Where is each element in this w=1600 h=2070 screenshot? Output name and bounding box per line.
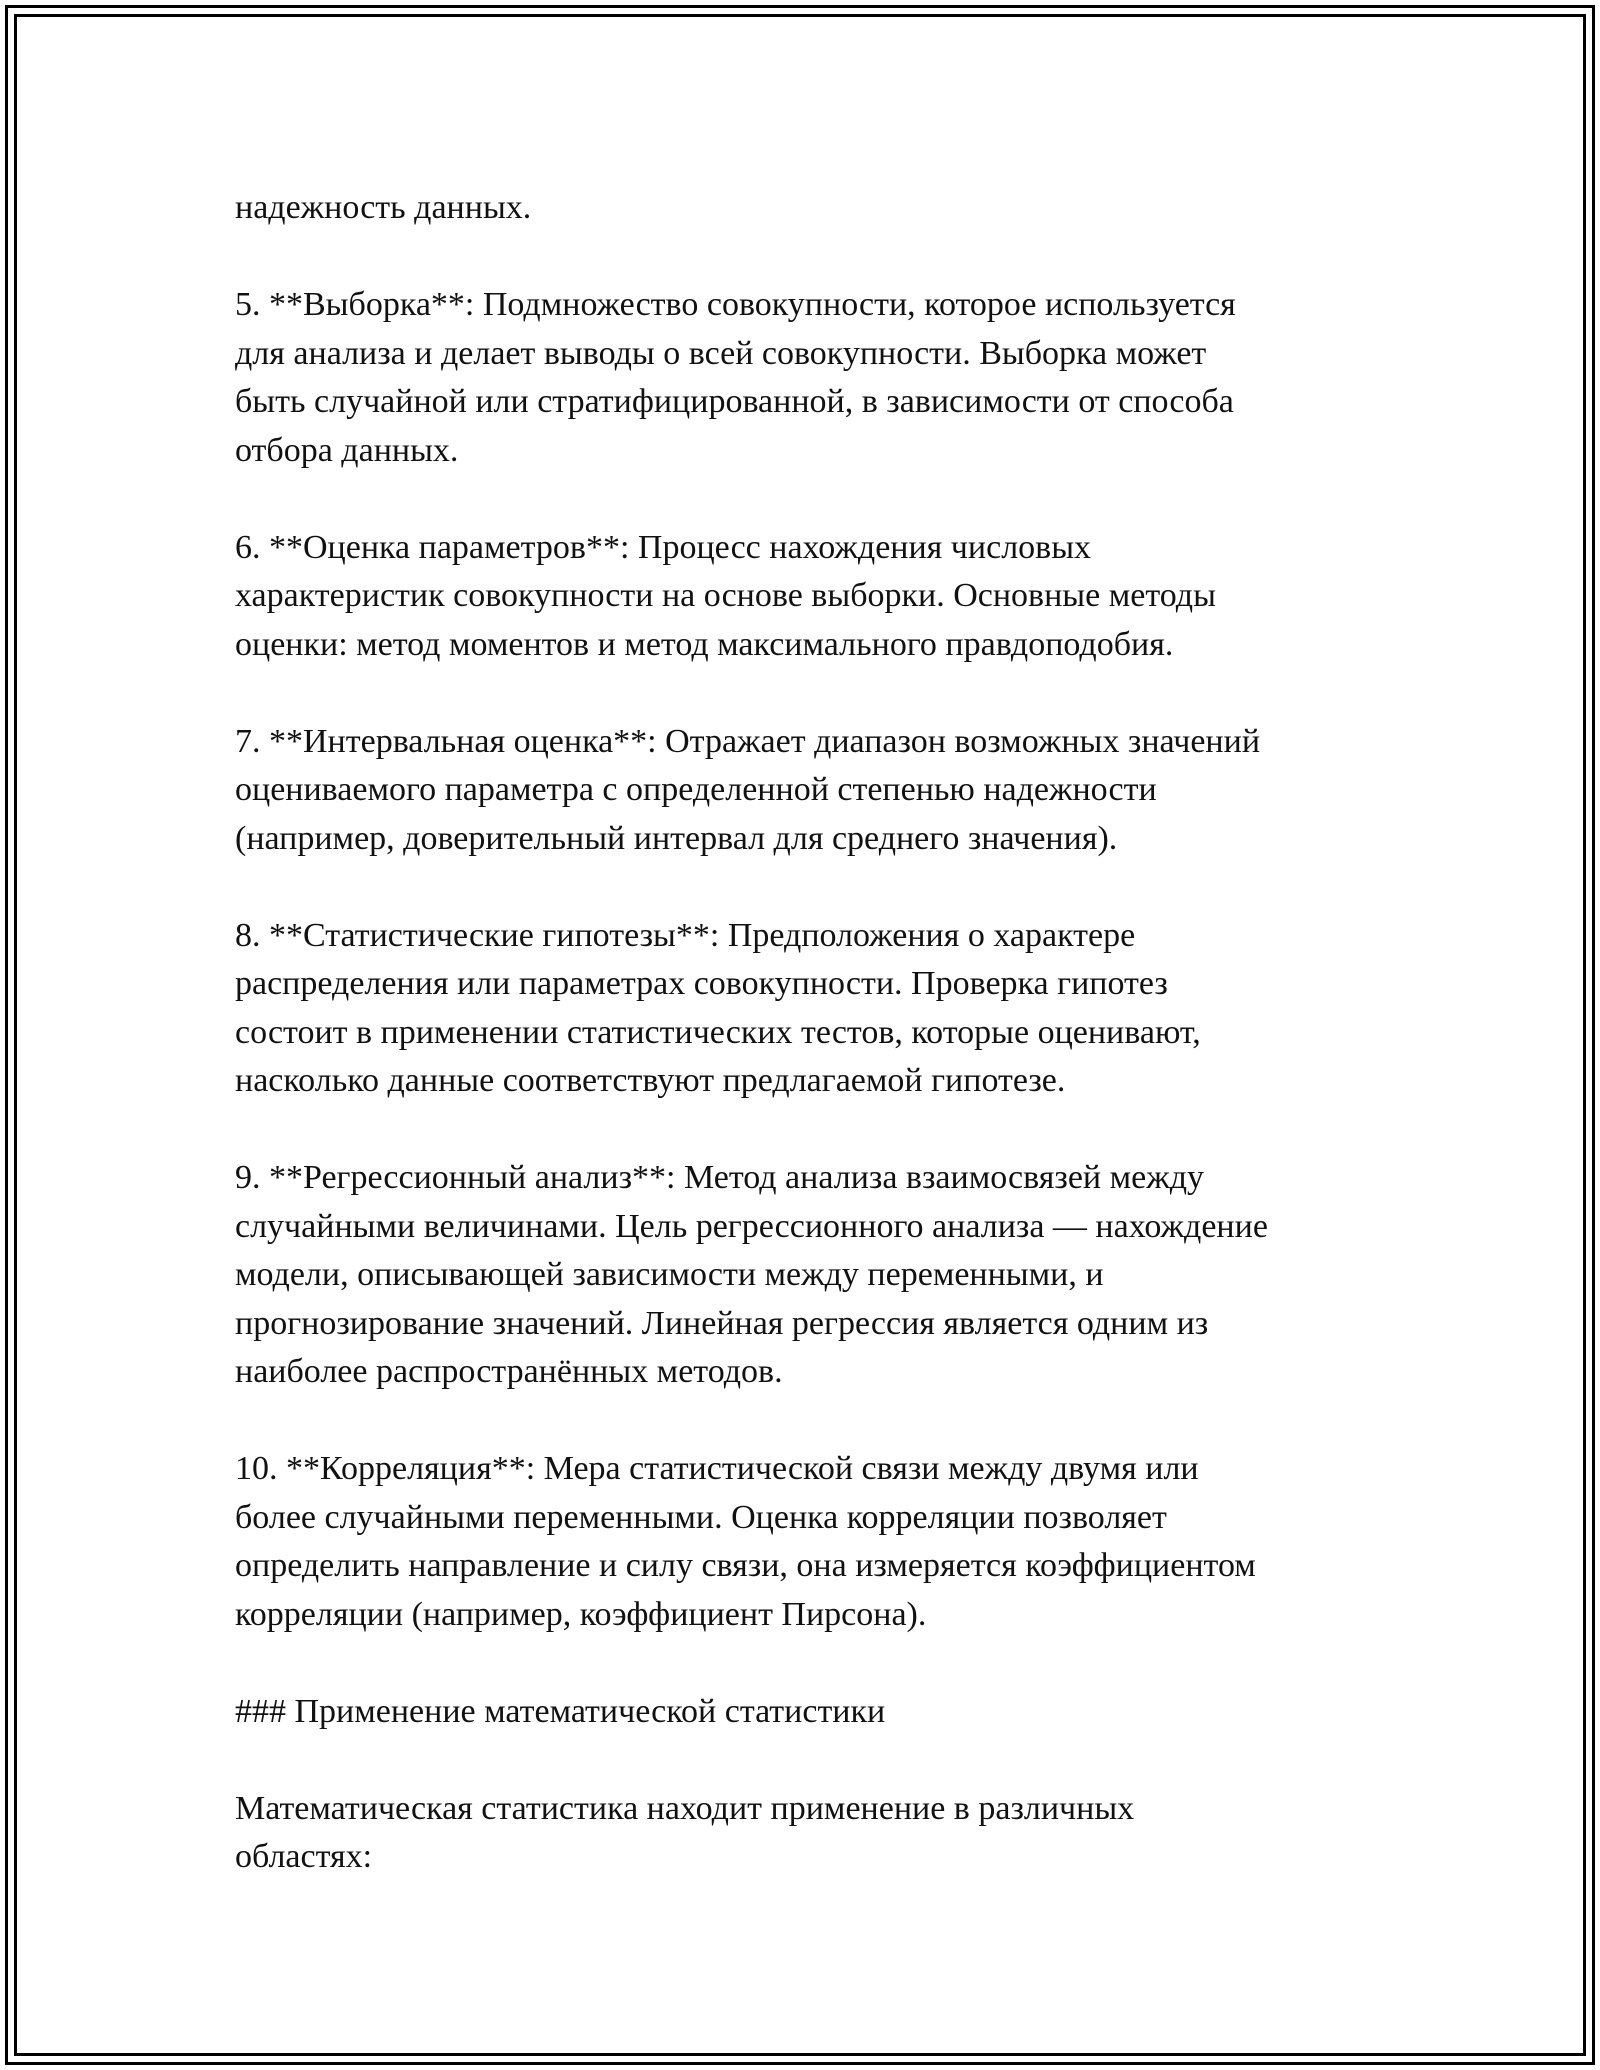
paragraph-item-8-statistical-hypotheses: 8. **Статистические гипотезы**: Предположения о характере распределения или параметрах совокупности. Проверка гипотез состоит в применении статистических тестов, которые оценивают, насколько данные соответствуют предлагаемой гипотезе. bbox=[235, 916, 1201, 1099]
paragraph-item-7-interval-estimation: 7. **Интервальная оценка**: Отражает диапазон возможных значений оцениваемого параметра с определенной степенью надежности (например, доверительный интервал для среднего значения). bbox=[235, 722, 1261, 857]
paragraph-item-10-correlation: 10. **Корреляция**: Мера статистической связи между двумя или более случайными переменными. Оценка корреляции позволяет определить направление и силу связи, она измеряется коэффициентом корреляции (например, коэффициент Пирсона). bbox=[235, 1450, 1256, 1633]
paragraph-item-5-sample: 5. **Выборка**: Подмножество совокупности, которое используется для анализа и делает выводы о всей совокупности. Выборка может быть случайной или стратифицированной, в зависимости от способа отбора данных. bbox=[235, 286, 1236, 469]
paragraph-item-9-regression-analysis: 9. **Регрессионный анализ**: Метод анализа взаимосвязей между случайными величинами. Цель регрессионного анализа — нахождение модели, описывающей зависимости между переменными, и прогнозирование значений. Линейная регрессия является одним из наиболее распространённых методов. bbox=[235, 1159, 1268, 1390]
section-heading-applications: ### Применение математической статистики bbox=[235, 1692, 886, 1730]
paragraph-applications-intro: Математическая статистика находит применение в различных областях: bbox=[235, 1789, 1135, 1875]
paragraph-item-6-parameter-estimation: 6. **Оценка параметров**: Процесс нахождения числовых характеристик совокупности на основе выборки. Основные методы оценки: метод моментов и метод максимального правдоподобия. bbox=[235, 528, 1216, 663]
document-body bbox=[235, 184, 1385, 1882]
paragraph-continuation: надежность данных. bbox=[235, 189, 532, 226]
